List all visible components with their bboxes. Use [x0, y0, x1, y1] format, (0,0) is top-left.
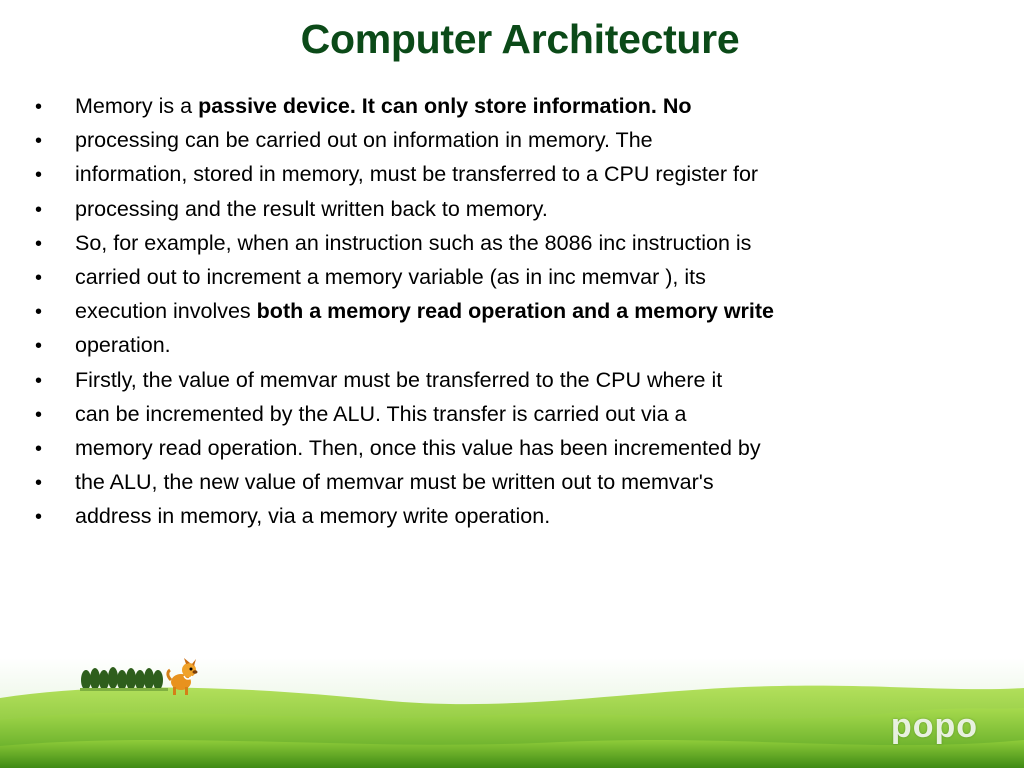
text-segment: carried out to increment a memory variable (as in inc memvar ), its: [75, 264, 706, 289]
bullet-dot-icon: •: [35, 301, 43, 324]
bullet-text: [75, 402, 686, 427]
bullet-text: [75, 128, 653, 153]
text-segment: can be incremented by the ALU. This transfer is carried out via a: [75, 401, 687, 426]
bullet-item: [35, 94, 995, 128]
bullet-item: [35, 162, 995, 196]
bullet-text: [75, 197, 548, 222]
bullet-item: [35, 197, 995, 231]
bullet-dot-icon: •: [35, 232, 43, 255]
bullet-text: [75, 265, 706, 290]
bullet-text: [75, 470, 714, 495]
bullet-dot-icon: •: [35, 369, 43, 392]
slide-title: Computer Architecture: [300, 16, 740, 62]
bullet-list: [35, 94, 995, 538]
text-segment: operation.: [75, 333, 171, 358]
bullet-item: [35, 128, 995, 162]
bullet-text: [75, 299, 774, 324]
bullet-text: [75, 436, 761, 461]
bullet-item: [35, 333, 995, 367]
bullet-item: [35, 504, 995, 538]
text-segment: So, for example, when an instruction such as the 8086 inc instruction is: [75, 230, 752, 255]
bullet-item: [35, 265, 995, 299]
bullet-text: [75, 333, 171, 358]
bullet-dot-icon: •: [35, 506, 43, 529]
bullet-dot-icon: •: [35, 130, 43, 153]
bullet-dot-icon: •: [35, 164, 43, 187]
bullet-text: [75, 94, 692, 119]
bullet-dot-icon: •: [35, 96, 43, 118]
text-segment: address in memory, via a memory write operation.: [75, 504, 551, 529]
text-segment: processing can be carried out on information in memory. The: [75, 128, 653, 153]
tree-row-icon: [80, 666, 168, 692]
cartoon-dog-icon: [164, 658, 200, 696]
bullet-item: [35, 368, 995, 402]
grass-hills-illustration: [0, 658, 1024, 768]
bullet-dot-icon: •: [35, 198, 43, 221]
bold-text-segment: both a memory read operation and a memory write: [256, 299, 774, 324]
bullet-item: [35, 299, 995, 333]
bullet-item: [35, 402, 995, 436]
text-segment: memory read operation. Then, once this value has been incremented by: [75, 435, 761, 460]
text-segment: the ALU, the new value of memvar must be written out to memvar's: [75, 470, 714, 495]
bullet-item: [35, 470, 995, 504]
watermark-logo: popo: [890, 707, 978, 745]
bullet-dot-icon: •: [35, 266, 43, 289]
text-segment: processing and the result written back to memory.: [75, 196, 548, 221]
bullet-dot-icon: •: [35, 437, 43, 460]
bullet-item: [35, 436, 995, 470]
bullet-item: [35, 231, 995, 265]
bullet-text: [75, 231, 751, 256]
bullet-text: [75, 368, 722, 393]
bullet-text: [75, 504, 550, 529]
text-segment: execution involves: [75, 299, 257, 324]
text-segment: information, stored in memory, must be transferred to a CPU register for: [75, 162, 759, 187]
text-segment: Memory is a: [75, 94, 199, 118]
bullet-dot-icon: •: [35, 335, 43, 358]
bullet-dot-icon: •: [35, 472, 43, 495]
text-segment: Firstly, the value of memvar must be transferred to the CPU where it: [75, 367, 723, 392]
bold-text-segment: passive device. It can only store information. No: [198, 94, 692, 118]
bullet-text: [75, 162, 758, 187]
bullet-dot-icon: •: [35, 403, 43, 426]
